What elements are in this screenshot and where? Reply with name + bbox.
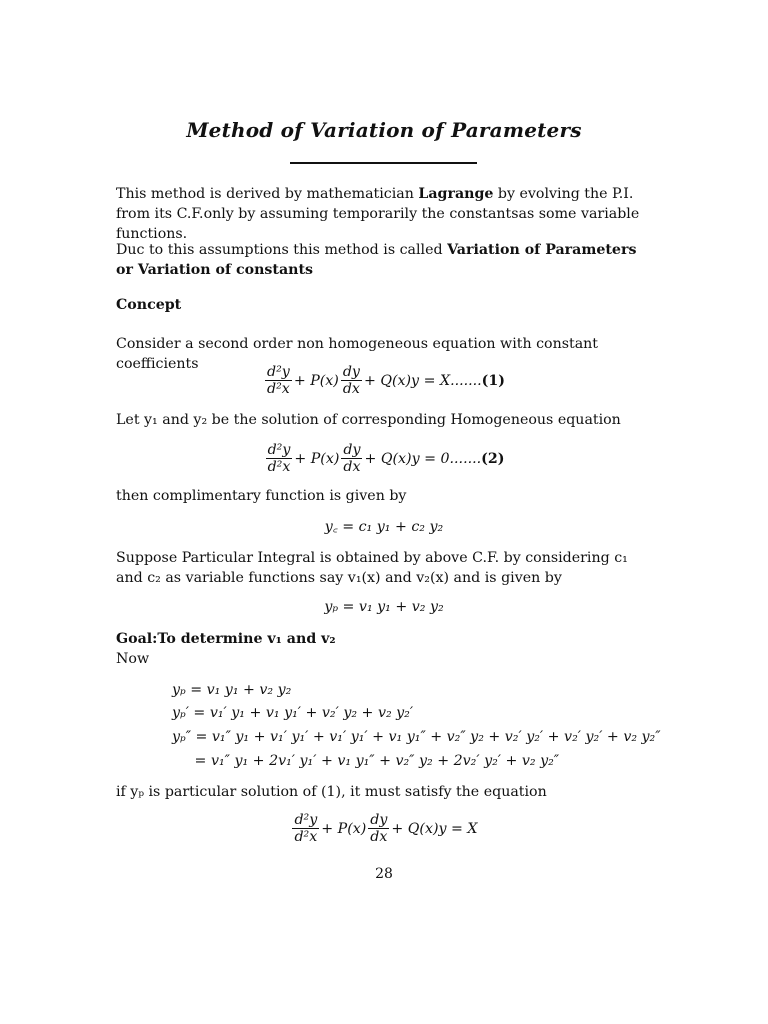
eq2-rhs: + Q(x)y = 0....... [364, 450, 482, 467]
concept-heading: Concept [116, 297, 182, 313]
eq3-frac-first-derivative [368, 812, 389, 845]
eq1-rhs: + Q(x)y = X....... [363, 372, 482, 389]
intro-paragraph [116, 184, 654, 244]
eq1-frac1-num: d²y [267, 364, 290, 380]
page-number: 28 [375, 866, 393, 882]
eq3-frac1-den: d²x [294, 829, 318, 845]
eq2-frac2-den: dx [343, 459, 361, 475]
eq3-frac-second-derivative [292, 812, 319, 845]
eq2-frac2-num: dy [343, 442, 361, 458]
let-text: Let y₁ and y₂ be the solution of corresponding Homogeneous equation [116, 412, 621, 428]
naming-paragraph [116, 240, 654, 280]
if-text: if yₚ is particular solution of (1), it must satisfy the equation [116, 784, 547, 800]
eq2-frac-first-derivative [341, 442, 362, 475]
eq1-mid: + P(x) [293, 372, 339, 389]
concept-text: Consider a second order non homogeneous equation with constant coefficients [116, 336, 598, 372]
cf-text: then complimentary function is given by [116, 488, 407, 504]
eq1-frac2-den: dx [342, 381, 360, 397]
eq2-tag: (2) [481, 450, 505, 467]
eq3-frac1-num: d²y [294, 812, 318, 828]
eq2-frac1-num: d²y [267, 442, 291, 458]
eq2-frac-second-derivative [266, 442, 293, 475]
suppose-paragraph: Suppose Particular Integral is obtained by above C.F. by considering c₁ and c₂ as variable functions say v₁(x) and v₂(x) and is given by [116, 550, 628, 586]
equation-2 [0, 442, 768, 475]
eq1-frac-second-derivative [265, 364, 292, 397]
equation-yc [0, 517, 768, 536]
eq3-frac2-num: dy [370, 812, 388, 828]
page-title: Method of Variation of Parameters [186, 118, 582, 142]
eq2-frac1-den: d²x [267, 459, 291, 475]
equation-yp [0, 599, 768, 615]
now-text: Now [116, 651, 150, 667]
equation-1 [0, 364, 768, 397]
eq1-tag: (1) [481, 372, 505, 389]
eq1-frac1-den: d²x [267, 381, 290, 397]
naming-text-a: Duc to this assumptions this method is called [116, 242, 448, 258]
intro-text-bold: Lagrange [418, 186, 494, 202]
eq3-mid: + P(x) [321, 820, 367, 837]
equation-3 [0, 812, 768, 845]
derivation-line-3: yₚ″ = v₁″ y₁ + v₁′ y₁′ + v₁′ y₁′ + v₁ y₁″ + v₂″ y₂ + v₂′ y₂′ + v₂′ y₂′ + v₂ y₂″ [172, 729, 661, 745]
goal-heading: Goal:To determine v₁ and v₂ [116, 631, 336, 647]
derivation-line-4: = v₁″ y₁ + 2v₁′ y₁′ + v₁ y₁″ + v₂″ y₂ + 2v₂′ y₂′ + v₂ y₂″ [172, 753, 560, 769]
eq3-frac2-den: dx [370, 829, 388, 845]
eq1-frac-first-derivative [341, 364, 362, 397]
derivation-line-2: yₚ′ = v₁′ y₁ + v₁ y₁′ + v₂′ y₂ + v₂ y₂′ [172, 705, 414, 721]
title-underline [290, 162, 477, 164]
eq2-mid: + P(x) [294, 450, 340, 467]
intro-text-c: by evolving the P.I. from its C.F.only by assuming temporarily the constantsas some variable functions. [116, 186, 640, 242]
naming-text-bold: Variation of Parameters or Variation of constants [116, 242, 637, 278]
yp-expression: yₚ = v₁ y₁ + v₂ y₂ [324, 599, 444, 615]
intro-text-a: This method is derived by mathematician [116, 186, 419, 202]
yc-expression: y꜀ = c₁ y₁ + c₂ y₂ [324, 519, 444, 535]
derivation-line-1: yₚ = v₁ y₁ + v₂ y₂ [172, 682, 292, 698]
eq1-frac2-num: dy [342, 364, 360, 380]
eq3-rhs: + Q(x)y = X [391, 820, 478, 837]
